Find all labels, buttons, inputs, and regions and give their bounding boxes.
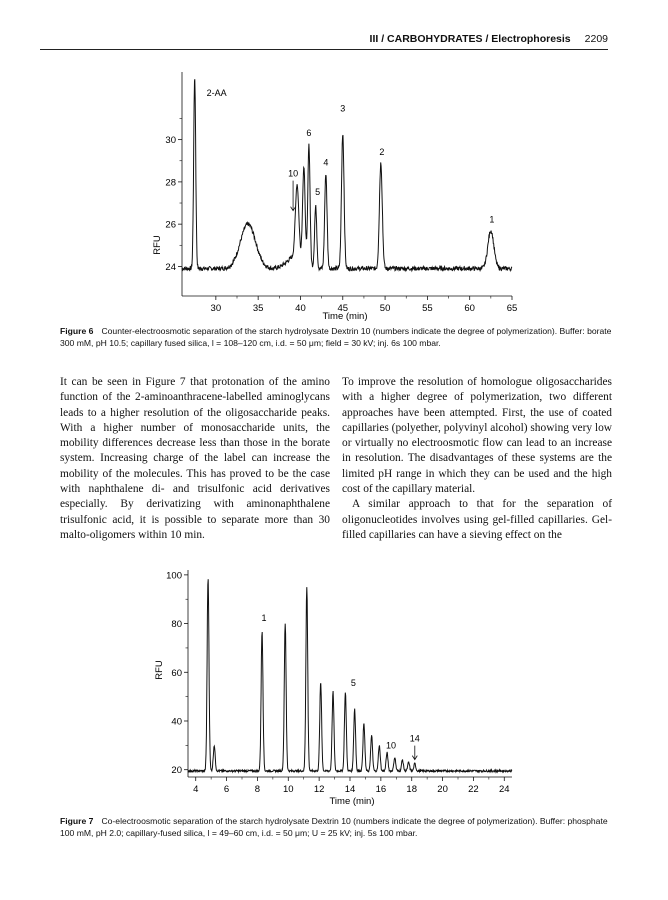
fig6-peak-label-4: 4	[323, 157, 329, 168]
body-right-column	[342, 375, 612, 543]
fig6-peak-label-2: 2	[379, 146, 385, 157]
fig7-y-tick-label: 40	[171, 716, 182, 728]
fig7-x-tick-label: 8	[254, 784, 261, 795]
fig7-x-tick-label: 18	[406, 784, 418, 795]
fig7-y-tick-label: 100	[166, 570, 182, 582]
fig6-peak-label-5: 5	[315, 187, 321, 198]
figure-7-caption-label: Figure 7	[60, 816, 94, 826]
fig6-y-tick-label: 24	[165, 261, 176, 273]
fig7-x-tick-label: 14	[344, 784, 356, 795]
figure-7-caption-text: Co-electroosmotic separation of the starch hydrolysate Dextrin 10 (numbers indicate the degree of polymerization). Buffer: phosphate 100 mM, pH 2.0; capillary-fused silica, l = 49–60 cm, i.d. = 50 μm; U = 25 kV; inj. 5s 100 mbar.	[60, 816, 608, 838]
fig7-x-tick-label: 16	[375, 784, 387, 795]
fig6-peak-label-1: 1	[489, 214, 495, 225]
right-column-paragraph-1: To improve the resolution of homologue oligosaccharides with a higher degree of polymerization, two different approaches have been attempted. First, the use of coated capillaries (polyether, polyvinyl alcohol) showing very low or virtually no electroosmotic flow can lead to an increase in resolution. The disadvantages of these systems are the limited pH range in which they can be used and the high cost of the capillary material.	[342, 376, 613, 496]
fig7-peak-label-1: 1	[261, 612, 267, 623]
fig6-x-tick-label: 35	[252, 303, 264, 314]
figure-6-chart	[0, 60, 668, 322]
fig7-peak-label-10: 10	[386, 740, 397, 751]
fig6-x-tick-label: 60	[464, 303, 475, 314]
fig6-electropherogram-trace	[182, 79, 512, 270]
fig6-peak-label-6: 6	[306, 128, 312, 139]
fig6-x-tick-label: 45	[337, 303, 349, 314]
fig7-y-tick-label: 60	[171, 667, 182, 679]
fig7-x-tick-label: 22	[468, 784, 479, 795]
fig6-y-tick-label: 30	[165, 135, 176, 147]
fig7-y-tick-label: 80	[171, 619, 182, 631]
fig6-y-axis-label: RFU	[152, 235, 163, 255]
fig6-y-tick-label: 26	[165, 219, 176, 231]
fig6-x-axis-label: Time (min)	[322, 311, 368, 322]
figure-7-caption	[60, 815, 612, 839]
page-number: 2209	[584, 33, 608, 45]
fig7-x-axis-label: Time (min)	[329, 796, 375, 807]
fig6-x-tick-label: 50	[379, 303, 391, 314]
fig7-peak-label-14: 14	[409, 733, 420, 744]
body-left-column	[60, 375, 330, 543]
right-column-paragraph-2: A similar approach to that for the separation of oligonucleotides involves using gel-filled capillaries. Gel-filled capillaries can have a sieving effect on the	[342, 498, 612, 541]
fig6-y-tick-label: 28	[165, 177, 176, 189]
fig7-peak-label-5: 5	[350, 677, 356, 688]
figure-6-caption	[60, 325, 612, 349]
fig7-y-axis-label: RFU	[154, 660, 165, 680]
fig7-peak-arrow-14	[412, 746, 417, 760]
fig7-x-tick-label: 10	[282, 784, 294, 795]
fig6-peak-label-10: 10	[288, 168, 299, 179]
fig6-x-tick-label: 40	[295, 303, 306, 314]
left-column-paragraph: It can be seen in Figure 7 that protonation of the amino function of the 2-aminoanthracene-labelled aminoglycans leads to a higher resolution of the oligosaccharide peaks. With a higher number of monosaccharide units, the mobility differences decrease less than those in the borate system. Increasing charge of the label can increase the mobility of the molecules. This has proved to be the case with naphthalene di- and trisulfonic acid derivatives especially. By derivatizing with aminonaphthalene trisulfonic acid, it is possible to separate more than 30 malto-oligomers within 10 min.	[60, 376, 330, 541]
running-header	[40, 33, 608, 50]
fig6-x-tick-label: 30	[210, 303, 222, 314]
fig7-x-tick-label: 20	[437, 784, 448, 795]
fig6-x-tick-label: 55	[422, 303, 433, 314]
figure-6-caption-label: Figure 6	[60, 326, 94, 336]
fig7-x-tick-label: 24	[498, 784, 510, 795]
figure-6-caption-text: Counter-electroosmotic separation of the starch hydrolysate Dextrin 10 (numbers indicate the degree of polymerization). Buffer: borate 300 mM, pH 10.5; capillary fused silica, l = 108–120 cm, i.d. = 50 μm; field = 30 kV; inj. 6s 100 mbar.	[60, 326, 612, 348]
fig7-x-tick-label: 4	[193, 784, 199, 795]
fig6-peak-label-3: 3	[340, 103, 346, 114]
figure-7-chart	[0, 565, 668, 815]
fig7-electropherogram-trace	[188, 579, 512, 772]
fig6-x-tick-label: 65	[506, 303, 518, 314]
fig6-peak-arrow-10	[291, 181, 296, 211]
fig6-peak-label-2-AA: 2-AA	[206, 88, 227, 99]
fig7-y-tick-label: 20	[171, 765, 182, 777]
running-title: III / CARBOHYDRATES / Electrophoresis	[369, 33, 571, 45]
fig7-x-tick-label: 12	[313, 784, 325, 795]
fig7-x-tick-label: 6	[223, 784, 230, 795]
